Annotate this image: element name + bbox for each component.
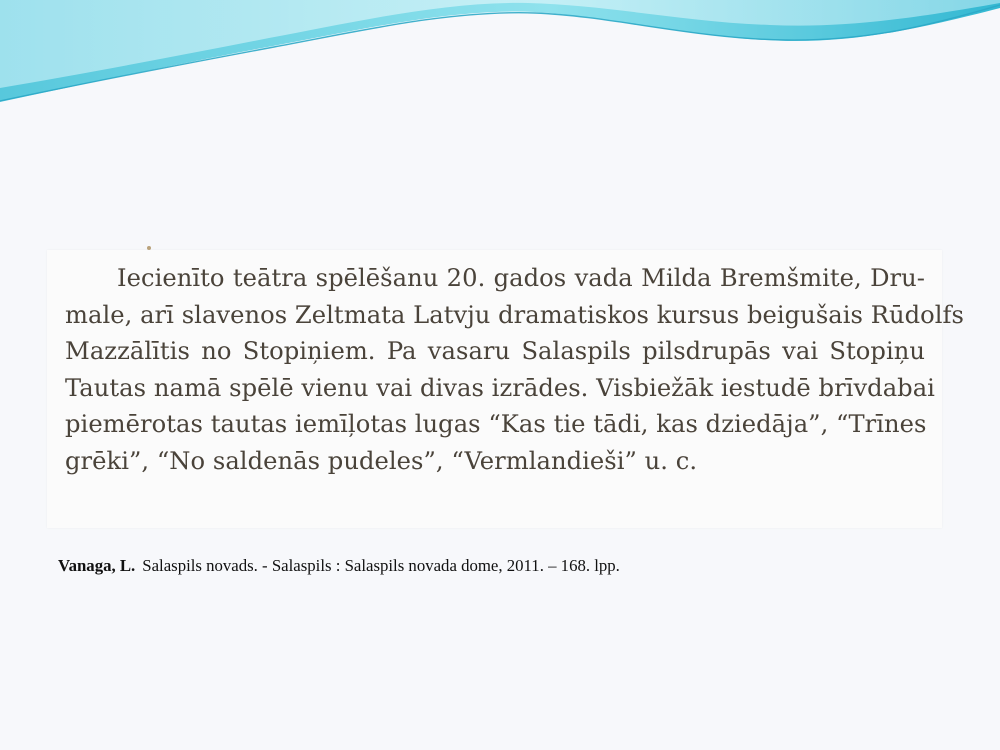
excerpt-line-4: Tautas namā spēlē vienu vai divas izrādes. Visbiežāk iestudē brīvdabai [65, 373, 935, 402]
excerpt-line-3: Mazzālītis no Stopiņiem. Pa vasaru Salaspils pilsdrupās vai Stopiņu [65, 337, 925, 366]
excerpt-line-6: grēki”, “No saldenās pudeles”, “Vermlandieši” u. c. [65, 446, 698, 475]
source-citation [58, 555, 938, 577]
excerpt-paragraph [65, 260, 965, 480]
citation-text: Salaspils novads. - Salaspils : Salaspils novada dome, 2011. – 168. lpp. [142, 556, 620, 575]
scan-artifact [147, 246, 151, 250]
scanned-text-excerpt [47, 250, 965, 528]
excerpt-line-2: male, arī slavenos Zeltmata Latvju dramatiskos kursus beigušais Rūdolfs [65, 300, 965, 329]
excerpt-line-5: piemērotas tautas iemīļotas lugas “Kas tie tādi, kas dziedāja”, “Trīnes [65, 410, 927, 439]
excerpt-line-1: Iecienīto teātra spēlēšanu 20. gados vada Milda Bremšmite, Dru- [117, 264, 925, 292]
slide-header-wave [0, 0, 1000, 120]
citation-author: Vanaga, L. [58, 556, 136, 575]
